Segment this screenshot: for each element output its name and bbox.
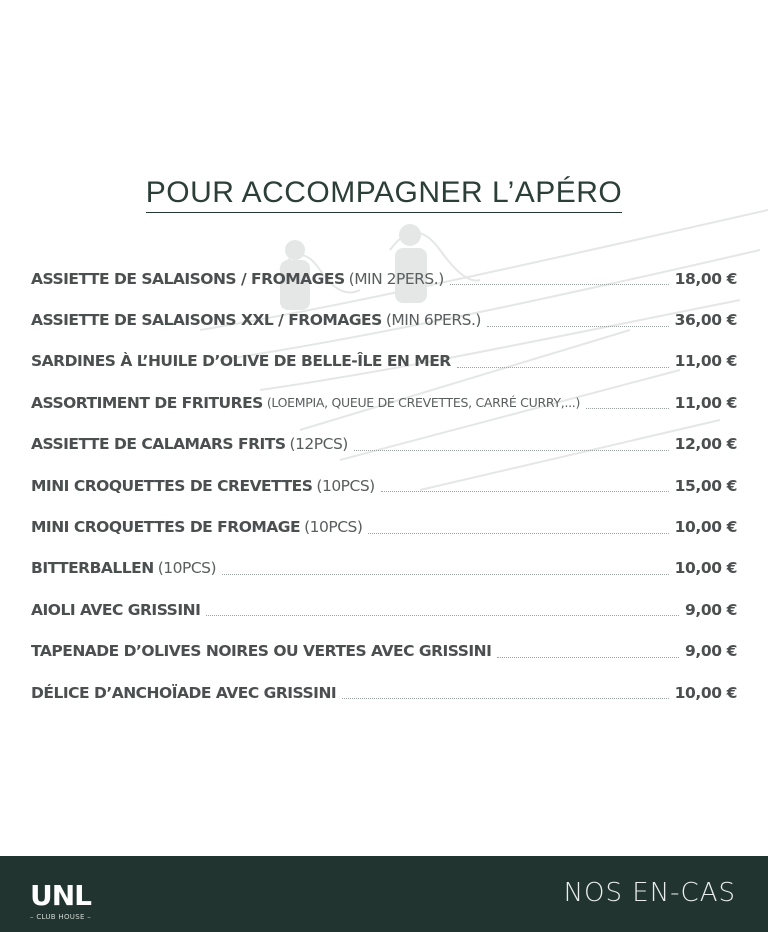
menu-item-note: (10PCS) (304, 518, 363, 537)
logo-mark: UNL (30, 879, 92, 912)
menu-item (31, 672, 737, 713)
menu-item-price: 9,00 € (684, 600, 737, 619)
menu-item-price: 9,00 € (684, 642, 737, 661)
menu-item-name: ASSIETTE DE CALAMARS FRITS (31, 435, 286, 454)
menu-item (31, 548, 737, 589)
menu-item-price: 12,00 € (674, 435, 737, 454)
menu-item-note: (MIN 6PERS.) (385, 311, 481, 330)
menu-item-price: 10,00 € (674, 518, 737, 537)
menu-item (31, 258, 737, 299)
menu-item-price: 10,00 € (674, 559, 737, 578)
footer-bar (0, 856, 768, 932)
dot-leader (342, 698, 668, 699)
dot-leader (206, 615, 679, 616)
menu-item-note: (10PCS) (316, 476, 375, 495)
dot-leader (222, 574, 669, 575)
menu-item (31, 382, 737, 423)
menu-item-name: ASSIETTE DE SALAISONS / FROMAGES (31, 269, 345, 288)
menu-item (31, 424, 737, 465)
menu-item (31, 299, 737, 340)
footer-title: NOS EN-CAS (563, 878, 736, 908)
menu-item-note: (12PCS) (289, 435, 348, 454)
section-title (0, 176, 768, 213)
menu-list (31, 258, 737, 713)
menu-item-note: (LOEMPIA, QUEUE DE CREVETTES, CARRÉ CURRY,...) (266, 395, 581, 411)
logo-subtitle: – CLUB HOUSE – (30, 913, 92, 921)
dot-leader (586, 408, 669, 409)
menu-item-price: 11,00 € (674, 352, 737, 371)
menu-item (31, 589, 737, 630)
menu-item-note: (10PCS) (157, 559, 217, 578)
menu-item-price: 15,00 € (674, 476, 737, 495)
menu-item-name: BITTERBALLEN (31, 559, 154, 578)
dot-leader (354, 450, 669, 451)
menu-item-name: ASSIETTE DE SALAISONS XXL / FROMAGES (31, 311, 382, 330)
menu-item-name: MINI CROQUETTES DE CREVETTES (31, 476, 313, 495)
menu-item-price: 11,00 € (674, 393, 737, 412)
menu-item-note: (MIN 2PERS.) (348, 269, 444, 288)
dot-leader (450, 284, 669, 285)
menu-item-name: DÉLICE D’ANCHOÏADE AVEC GRISSINI (31, 683, 337, 702)
menu-item-price: 18,00 € (674, 269, 737, 288)
menu-item-name: SARDINES À L’HUILE D’OLIVE DE BELLE-ÎLE EN MER (31, 352, 451, 371)
menu-item (31, 506, 737, 547)
menu-item-name: AIOLI AVEC GRISSINI (31, 600, 201, 619)
menu-item (31, 465, 737, 506)
dot-leader (457, 367, 669, 368)
dot-leader (497, 657, 679, 658)
section-title-text: POUR ACCOMPAGNER L’APÉRO (146, 176, 623, 213)
dot-leader (368, 533, 668, 534)
menu-item-name: TAPENADE D’OLIVES NOIRES OU VERTES AVEC GRISSINI (31, 642, 492, 661)
unl-club-house-logo (30, 879, 100, 924)
menu-item-name: ASSORTIMENT DE FRITURES (31, 393, 263, 412)
menu-item-price: 36,00 € (674, 311, 737, 330)
menu-item (31, 631, 737, 672)
menu-item (31, 341, 737, 382)
dot-leader (381, 491, 669, 492)
dot-leader (487, 326, 669, 327)
menu-item-price: 10,00 € (674, 683, 737, 702)
menu-item-name: MINI CROQUETTES DE FROMAGE (31, 518, 301, 537)
